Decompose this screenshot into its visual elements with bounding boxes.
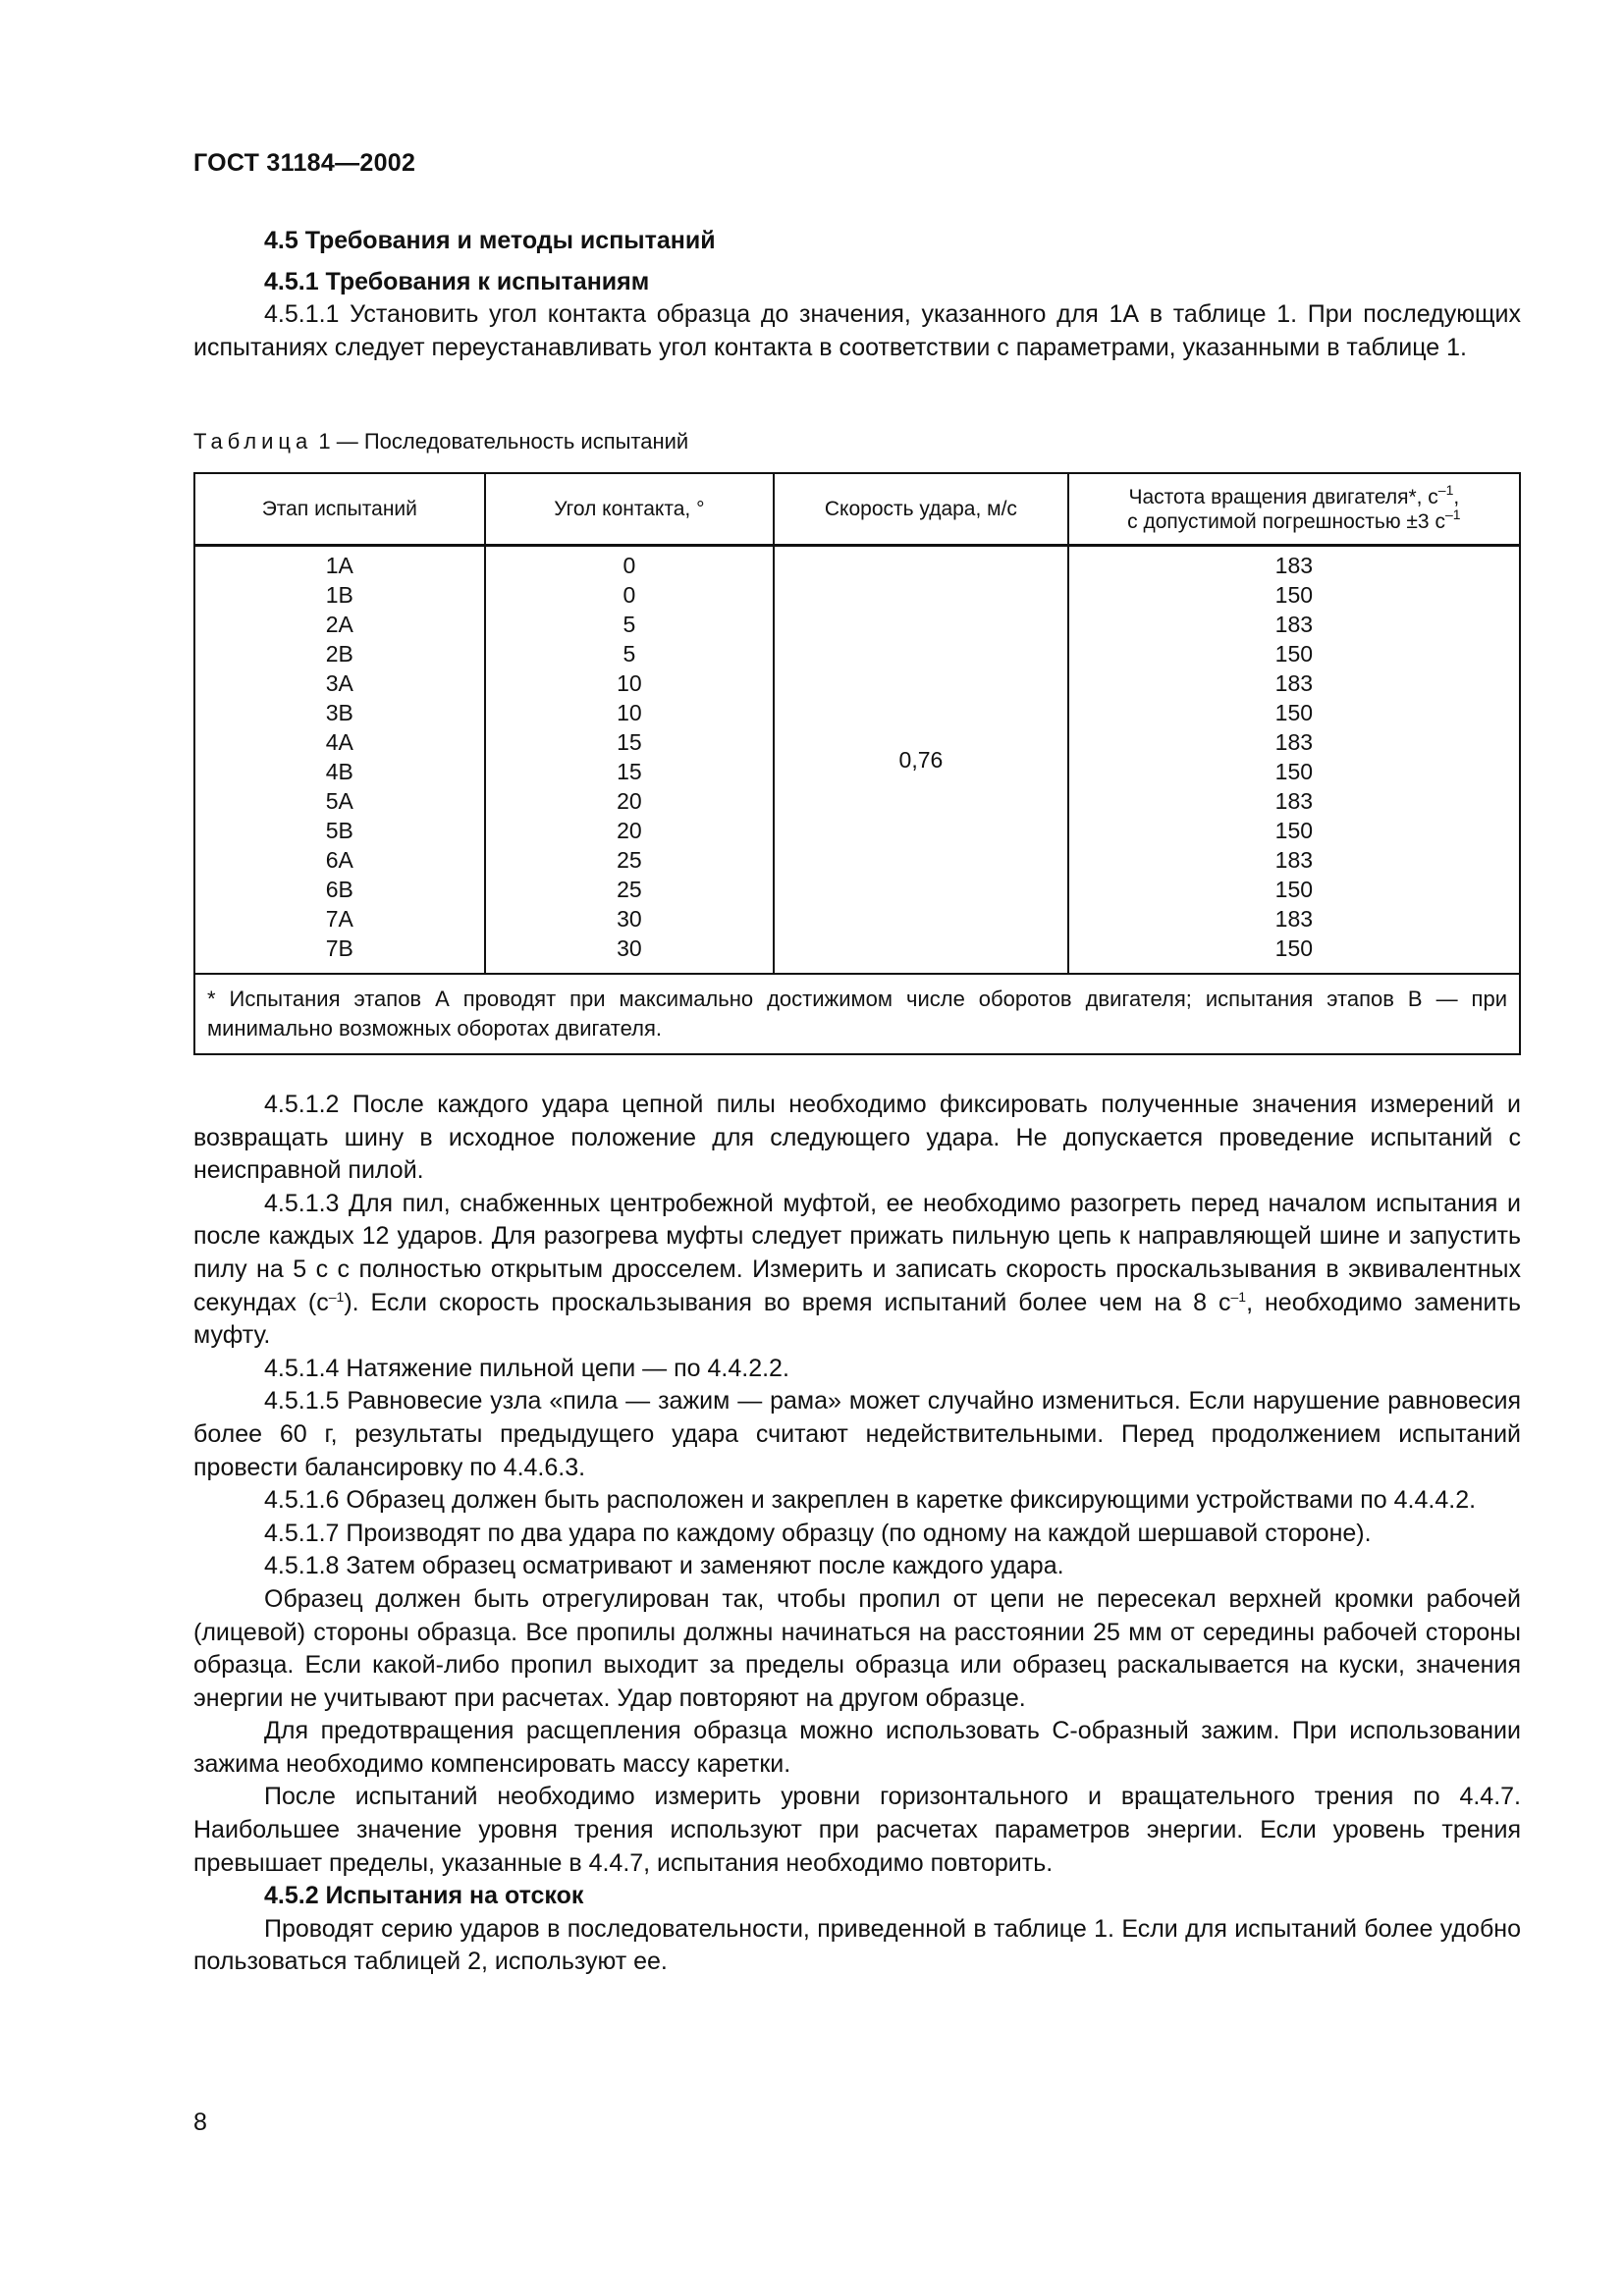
angle-cell: 10 (617, 700, 642, 725)
stage-cell: 4A (325, 729, 353, 755)
angle-cell: 5 (623, 612, 636, 637)
stage-cell: 7A (325, 906, 353, 932)
test-sequence-table (193, 472, 1521, 1055)
paragraph-4-5-1-8: 4.5.1.8 Затем образец осматривают и заменяют после каждого удара. (264, 1552, 1064, 1580)
page-number: 8 (193, 2109, 207, 2136)
stage-cell: 1B (325, 582, 353, 608)
table-footnote-row (194, 974, 1520, 1054)
unit-sup-b: –1 (1230, 1288, 1247, 1305)
col-header-angle: Угол контакта, ° (485, 473, 775, 546)
stage-cell: 6B (325, 877, 353, 902)
frequency-cell: 183 (1274, 612, 1314, 637)
paragraph-friction: После испытаний необходимо измерить уровни горизонтального и вращательного трения по 4.4.7. Наибольшее значение уровня трения используют при расчетах параметров энергии. Если уровень трения превышает пределы, указанные в 4.4.7, испытания необходимо повторить. (193, 1783, 1521, 1877)
paragraph-c-clamp: Для предотвращения расщепления образца можно использовать С-образный зажим. При использовании зажима необходимо компенсировать массу каретки. (193, 1717, 1521, 1778)
table-caption (193, 429, 688, 454)
stage-cell: 5A (325, 788, 353, 814)
speed-cell: 0,76 (774, 546, 1068, 975)
frequency-column (1068, 546, 1520, 975)
paragraph-4-5-1-3-part1: 4.5.1.3 Для пил, снабженных центробежной муфтой, ее необходимо разогреть перед началом испытания и после каждых 12 ударов. Для разогрева муфты следует прижать пильную цепь к направляющей шине и запустить пилу на 5 с с полностью открытым дросселем. Измерить и записать скорость проскальзывания в эквивалентных секундах (с (193, 1189, 1521, 1316)
col-header-frequency: Частота вращения двигателя*, $с^{-1}$, с допустимой погрешностью ±3 $с^{-1}$ (1068, 473, 1520, 546)
angle-cell: 30 (617, 935, 642, 961)
table-header-row (194, 473, 1520, 546)
angle-cell: 15 (617, 759, 642, 784)
table-footnote: * Испытания этапов А проводят при максимально достижимом числе оборотов двигателя; испытания этапов В — при минимально возможных оборотах двигателя. (194, 974, 1520, 1054)
stage-cell: 2A (325, 612, 353, 637)
angle-cell: 25 (617, 877, 642, 902)
table-caption-title: 1 — Последовательность испытаний (312, 429, 689, 454)
angle-cell: 25 (617, 847, 642, 873)
section-intro (193, 225, 1521, 364)
col-header-speed: Скорость удара, м/с (774, 473, 1068, 546)
paragraph-4-5-1-6: 4.5.1.6 Образец должен быть расположен и закреплен в каретке фиксирующими устройствами по 4.4.4.2. (264, 1486, 1477, 1515)
angle-cell: 20 (617, 818, 642, 843)
frequency-cell: 183 (1274, 847, 1314, 873)
frequency-cell: 183 (1274, 553, 1314, 578)
section-heading: 4.5 Требования и методы испытаний (264, 227, 716, 254)
col-header-stage: Этап испытаний (194, 473, 485, 546)
paragraph-sample-adjustment: Образец должен быть отрегулирован так, чтобы пропил от цепи не пересекал верхней кромки рабочей (лицевой) стороны образца. Все пропилы должны начинаться на расстоянии 25 мм от середины рабочей стороны образца. Если какой-либо пропил выходит за пределы образца или образец раскалывается на куски, значения энергии не учитывают при расчетах. Удар повторяют на другом образце. (193, 1584, 1521, 1712)
frequency-cell: 150 (1274, 700, 1314, 725)
angle-cell: 0 (623, 582, 636, 608)
freq-header-line2: с допустимой погрешностью ±3 с (1127, 509, 1445, 533)
table-caption-prefix: Таблица (193, 429, 313, 454)
stage-cell: 3B (325, 700, 353, 725)
stage-cell: 1A (325, 553, 353, 578)
frequency-cell: 183 (1274, 729, 1314, 755)
stage-cell: 5B (325, 818, 353, 843)
frequency-cell: 150 (1274, 818, 1314, 843)
angle-cell: 20 (617, 788, 642, 814)
frequency-cell: 150 (1274, 641, 1314, 667)
frequency-cell: 183 (1274, 906, 1314, 932)
freq-header-line1: Частота вращения двигателя*, с (1128, 485, 1438, 508)
paragraph-4-5-1-5: 4.5.1.5 Равновесие узла «пила — зажим — рама» может случайно измениться. Если нарушение равновесия более 60 г, результаты предыдущего удара считают недействительными. Перед продолжением испытаний провести балансировку по 4.4.6.3. (193, 1387, 1521, 1481)
paragraph-4-5-1-3 (193, 1188, 1521, 1353)
paragraph-4-5-2: Проводят серию ударов в последовательности, приведенной в таблице 1. Если для испытаний более удобно пользоваться таблицей 2, используют ее. (193, 1914, 1521, 1976)
paragraph-4-5-1-3-part2: ). Если скорость проскальзывания во время испытаний более чем на 8 с (344, 1288, 1231, 1316)
paragraph-4-5-1-2: 4.5.1.2 После каждого удара цепной пилы необходимо фиксировать полученные значения измерений и возвращать шину в исходное положение для следующего удара. Не допускается проведение испытаний с неисправной пилой. (193, 1091, 1521, 1185)
paragraph-4-5-1-3-part3: , необходимо заменить муфту. (193, 1288, 1521, 1350)
stage-cell: 6A (325, 847, 353, 873)
paragraph-4-5-1-7: 4.5.1.7 Производят по два удара по каждому образцу (по одному на каждой шершавой стороне). (264, 1519, 1372, 1547)
stage-cell: 2B (325, 641, 353, 667)
freq-header-sup1: –1 (1437, 481, 1454, 498)
frequency-cell: 183 (1274, 670, 1314, 696)
standard-header: ГОСТ 31184—2002 (193, 149, 416, 177)
stage-cell: 4B (325, 759, 353, 784)
unit-sup-a: –1 (328, 1288, 345, 1305)
frequency-cell: 183 (1274, 788, 1314, 814)
subsection-heading: 4.5.1 Требования к испытаниям (264, 267, 650, 295)
stage-cell: 3A (325, 670, 353, 696)
section-body (193, 1089, 1521, 1979)
angle-cell: 5 (623, 641, 636, 667)
paragraph-4-5-1-4: 4.5.1.4 Натяжение пильной цепи — по 4.4.2.2. (264, 1354, 789, 1382)
angle-cell: 30 (617, 906, 642, 932)
frequency-cell: 150 (1274, 877, 1314, 902)
table-body-row (194, 546, 1520, 975)
frequency-cell: 150 (1274, 582, 1314, 608)
angle-cell: 15 (617, 729, 642, 755)
stage-cell: 7B (325, 935, 353, 961)
frequency-cell: 150 (1274, 935, 1314, 961)
frequency-cell: 150 (1274, 759, 1314, 784)
subsection-heading-4-5-2: 4.5.2 Испытания на отскок (264, 1882, 584, 1910)
paragraph-4-5-1-1: 4.5.1.1 Установить угол контакта образца до значения, указанного для 1А в таблице 1. При последующих испытаниях следует переустанавливать угол контакта в соответствии с параметрами, указанными в таблице 1. (193, 300, 1521, 361)
freq-header-sup2: –1 (1444, 506, 1461, 522)
stage-column (194, 546, 485, 975)
angle-cell: 0 (623, 553, 636, 578)
angle-cell: 10 (617, 670, 642, 696)
angle-column (485, 546, 775, 975)
